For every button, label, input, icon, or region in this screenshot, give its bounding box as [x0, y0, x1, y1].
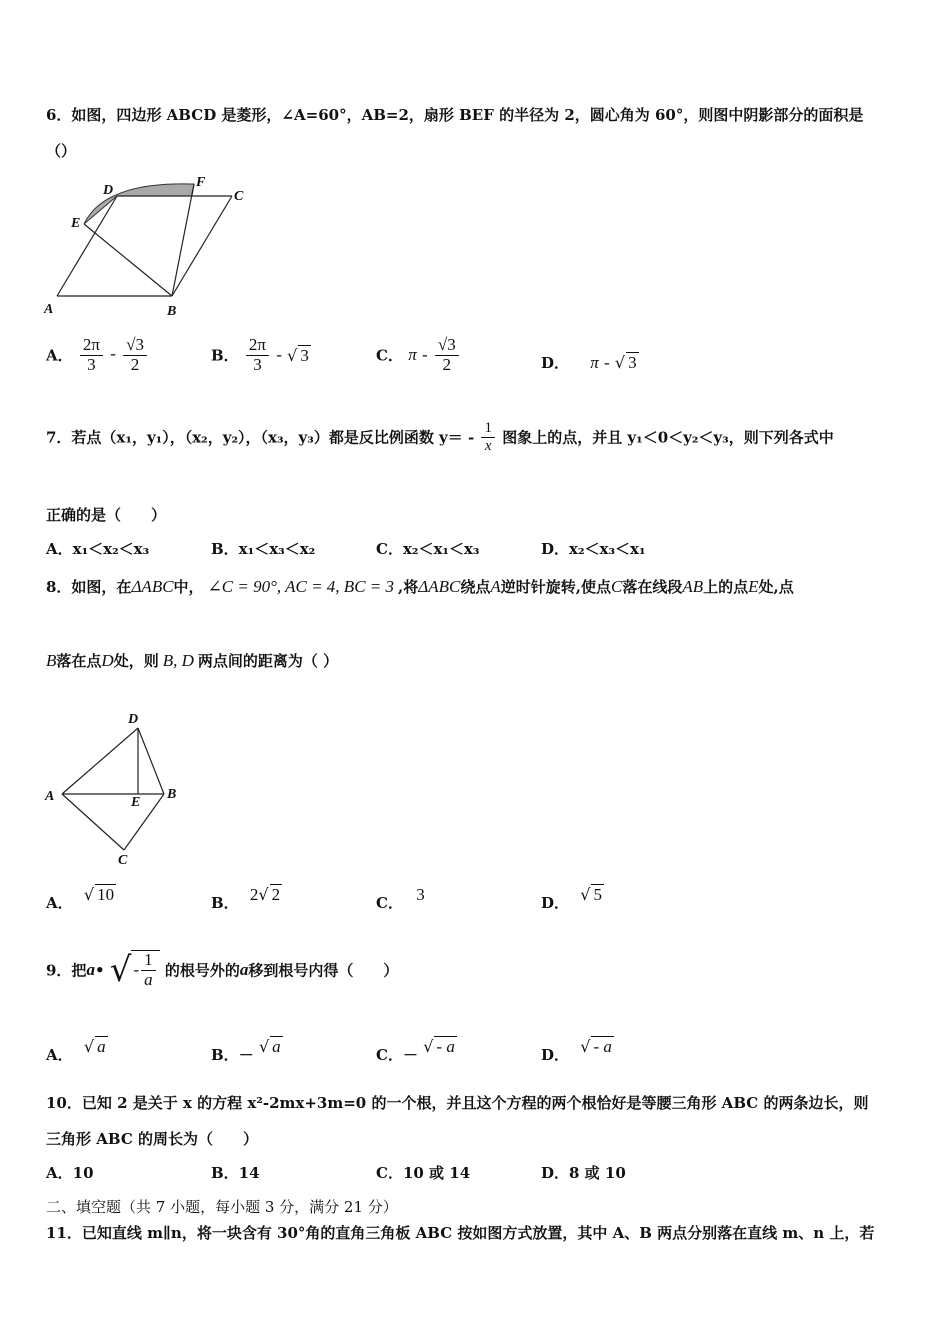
q11-stem-line1: 11．已知直线 m∥n，将一块含有 30°角的直角三角板 ABC 按如图方式放置，其中 A、B 两点分别落在直线 m、n 上，若	[46, 1224, 875, 1242]
q10-stem-line2: 三角形 ABC 的周长为（ ）	[46, 1130, 258, 1148]
q9-option-B[interactable]: B．－ √ a	[211, 1037, 281, 1064]
q6-stem-line2: （）	[46, 142, 77, 160]
q10-option-C[interactable]: C．10 或 14	[376, 1164, 471, 1182]
q6-label-B: B	[167, 304, 177, 319]
q6-label-E: E	[71, 216, 81, 231]
q8-option-A[interactable]: A． √ 10	[46, 885, 115, 912]
q6-label-F: F	[196, 175, 206, 190]
q8-label-B: B	[167, 787, 177, 802]
q7-stem-line2: 正确的是（ ）	[46, 506, 167, 524]
q9-option-A[interactable]: A． √ a	[46, 1037, 106, 1064]
q9-option-C[interactable]: C．－ √ - a	[376, 1037, 455, 1064]
q10-option-A[interactable]: A．10	[46, 1164, 94, 1182]
q7-option-C[interactable]: C．x₂＜x₁＜x₃	[376, 540, 480, 558]
q6-stem-line1: 6．如图，四边形 ABCD 是菱形，∠A=60°，AB=2，扇形 BEF 的半径为 2，圆心角为 60°，则图中阴影部分的面积是	[46, 106, 864, 124]
q6-option-C[interactable]: C． π - $\frac{√3}{2}$	[376, 336, 461, 374]
q8-option-C[interactable]: C． 3	[376, 885, 425, 912]
q6-label-D: D	[103, 183, 114, 198]
q6-option-B[interactable]: B． $\frac{2\pi}{3}$ - √ 3	[211, 335, 309, 374]
q10-stem-line1: 10．已知 2 是关于 x 的方程 x²-2mx+3m=0 的一个根，并且这个方程的两个根恰好是等腰三角形 ABC 的两条边长，则	[46, 1094, 869, 1112]
q8-option-B[interactable]: B． 2√ 2	[211, 885, 281, 912]
q7-option-B[interactable]: B．x₁＜x₃＜x₂	[211, 540, 316, 558]
section2-title: 二、填空题（共 7 小题，每小题 3 分，满分 21 分）	[46, 1198, 398, 1216]
q10-option-D[interactable]: D．8 或 10	[541, 1164, 626, 1182]
q9-stem: 9．把a• √ - $\frac{1}{a}$ 的根号外的a移到根号内得（ ）	[46, 950, 399, 990]
q6-label-C: C	[234, 189, 244, 204]
q8-label-C: C	[118, 853, 128, 868]
q7-stem-line1: 7．若点（x₁，y₁），（x₂，y₂），（x₃，y₃）都是反比例函数 y＝ - $\frac{1}{x}$ 图象上的点，并且 y₁＜0＜y₂＜y₃，则下列各式中	[46, 420, 834, 454]
q8-stem-line1: 8．如图，在ΔABC中， ∠C = 90°, AC = 4, BC = 3 ,将ΔABC绕点A逆时针旋转,使点C落在线段AB上的点E处,点	[46, 577, 794, 596]
q6-figure	[40, 168, 260, 320]
q8-option-D[interactable]: D． √ 5	[541, 885, 602, 912]
q6-label-A: A	[44, 302, 54, 317]
q10-option-B[interactable]: B．14	[211, 1164, 260, 1182]
q9-option-D[interactable]: D． √ - a	[541, 1037, 612, 1064]
q8-figure	[40, 706, 190, 870]
q6-shaded-region	[84, 184, 194, 224]
q7-option-A[interactable]: A．x₁＜x₂＜x₃	[46, 540, 150, 558]
q8-label-A: A	[45, 789, 55, 804]
q7-option-D[interactable]: D．x₂＜x₃＜x₁	[541, 540, 646, 558]
q8-label-E: E	[131, 795, 141, 810]
q8-label-D: D	[128, 712, 139, 727]
q6-option-A[interactable]: A． $\frac{2\pi}{3}$ - $\frac{√3}{2}$	[46, 336, 149, 374]
q8-stem-line2: B落在点D处，则 B, D 两点间的距离为（ ）	[46, 651, 339, 670]
q6-option-D[interactable]: D． π - √ 3	[541, 353, 637, 372]
